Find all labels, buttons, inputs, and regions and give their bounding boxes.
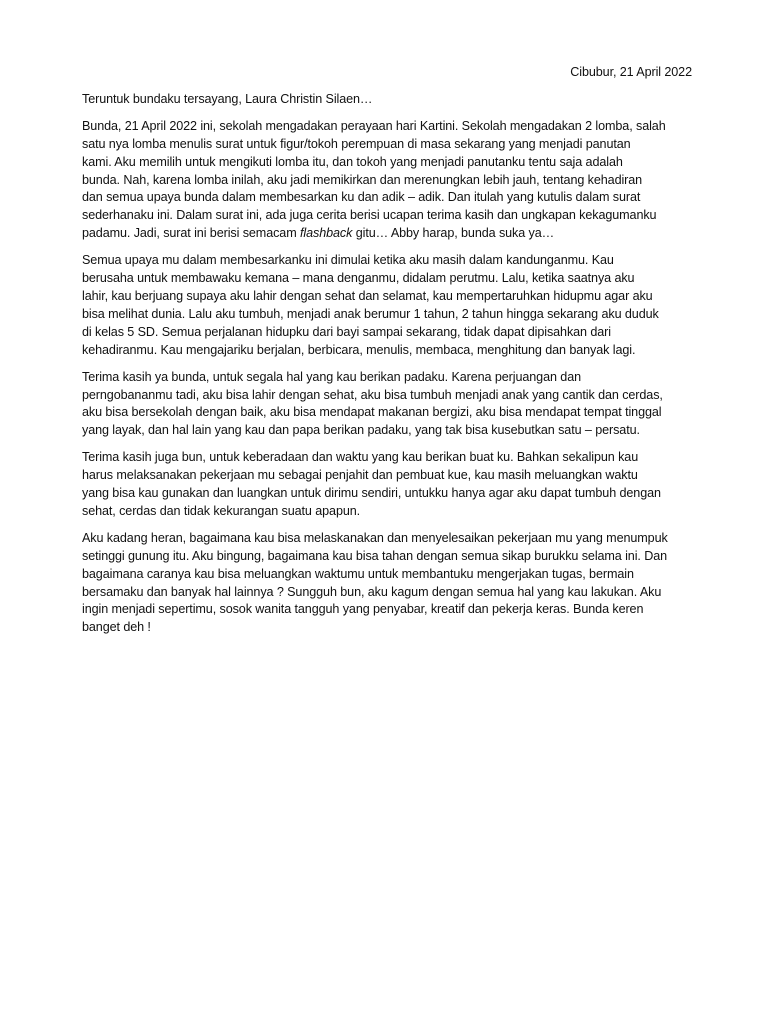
letter-paragraph-5 [82, 530, 692, 637]
paragraph-line: setinggi gunung itu. Aku bingung, bagaimana kau bisa tahan dengan semua sikap burukku selama ini. Dan [82, 548, 668, 563]
flashback-after: gitu… Abby harap, bunda suka ya… [352, 226, 555, 241]
paragraph-line: bersamaku dan banyak hal lainnya ? Sungguh bun, aku kagum dengan semua hal yang kau lakukan. Aku [82, 584, 662, 599]
flashback-word: flashback [300, 226, 353, 241]
paragraph-line: Semua upaya mu dalam membesarkanku ini dimulai ketika aku masih dalam kandunganmu. Kau [82, 253, 614, 268]
paragraph-line: Terima kasih juga bun, untuk keberadaan dan waktu yang kau berikan buat ku. Bahkan sekalipun kau [82, 450, 639, 465]
letter-paragraph-3 [82, 369, 692, 441]
paragraph-line: Bunda, 21 April 2022 ini, sekolah mengadakan perayaan hari Kartini. Sekolah mengadakan 2 lomba, salah [82, 118, 666, 133]
letter-paragraph-1 [82, 118, 692, 243]
paragraph-line: berusaha untuk membawaku kemana – mana denganmu, didalam perutmu. Lalu, ketika saatnya aku [82, 271, 635, 286]
letter-date: Cibubur, 21 April 2022 [570, 65, 692, 79]
paragraph-line: bunda. Nah, karena lomba inilah, aku jadi memikirkan dan merenungkan lebih jauh, tentang kehadiran [82, 172, 643, 187]
paragraph-line: yang bisa kau gunakan dan luangkan untuk dirimu sendiri, untukku hanya agar aku dapat tumbuh dengan [82, 486, 661, 501]
paragraph-line: kehadiranmu. Kau mengajariku berjalan, berbicara, menulis, membaca, menghitung dan banyak lagi. [82, 342, 636, 357]
paragraph-line: di kelas 5 SD. Semua perjalanan hidupku dari bayi sampai sekarang, tidak dapat dipisahkan dari [82, 324, 611, 339]
paragraph-line: bagaimana caranya kau bisa meluangkan waktumu untuk membantuku mengerjakan tugas, bermain [82, 566, 634, 581]
paragraph-line: perngobananmu tadi, aku bisa lahir dengan sehat, aku bisa tumbuh menjadi anak yang cantik dan cerdas, [82, 387, 663, 402]
paragraph-line: harus melaksanakan pekerjaan mu sebagai penjahit dan pembuat kue, kau masih meluangkan waktu [82, 468, 638, 483]
paragraph-line-flashback [82, 225, 692, 243]
paragraph-line: dan semua upaya bunda dalam membesarkan ku dan adik – adik. Dan itulah yang kutulis dalam surat [82, 190, 641, 205]
paragraph-line: ingin menjadi sepertimu, sosok wanita tangguh yang penyabar, kreatif dan pekerja keras. Bunda keren [82, 602, 644, 617]
letter-page [82, 64, 692, 646]
paragraph-line: sehat, cerdas dan tidak kekurangan suatu apapun. [82, 503, 361, 518]
letter-paragraph-2 [82, 252, 692, 359]
paragraph-line: banget deh ! [82, 620, 151, 635]
paragraph-line: lahir, kau berjuang supaya aku lahir dengan sehat dan selamat, kau mempertaruhkan hidupmu agar aku [82, 288, 653, 303]
paragraph-line: sederhanaku ini. Dalam surat ini, ada juga cerita berisi ucapan terima kasih dan ungkapan kekagumanku [82, 208, 657, 223]
paragraph-line: Terima kasih ya bunda, untuk segala hal yang kau berikan padaku. Karena perjuangan dan [82, 369, 581, 384]
paragraph-line: satu nya lomba menulis surat untuk figur/tokoh perempuan di masa sekarang yang menjadi panutan [82, 136, 631, 151]
paragraph-line: Aku kadang heran, bagaimana kau bisa melaskanakan dan menyelesaikan pekerjaan mu yang menumpuk [82, 530, 668, 545]
flashback-before: padamu. Jadi, surat ini berisi semacam [82, 226, 300, 241]
letter-greeting: Teruntuk bundaku tersayang, Laura Christin Silaen… [82, 91, 373, 106]
paragraph-line: kami. Aku memilih untuk mengikuti lomba itu, dan tokoh yang menjadi panutanku tentu saja adalah [82, 154, 623, 169]
paragraph-line: bisa melihat dunia. Lalu aku tumbuh, menjadi anak berumur 1 tahun, 2 tahun hingga sekarang aku duduk [82, 306, 659, 321]
letter-paragraph-4 [82, 449, 692, 521]
paragraph-line: aku bisa bersekolah dengan baik, aku bisa mendapat makanan bergizi, aku bisa mendapat tempat tinggal [82, 405, 662, 420]
paragraph-line: yang layak, dan hal lain yang kau dan papa berikan padaku, yang tak bisa kusebutkan satu – persatu. [82, 423, 640, 438]
